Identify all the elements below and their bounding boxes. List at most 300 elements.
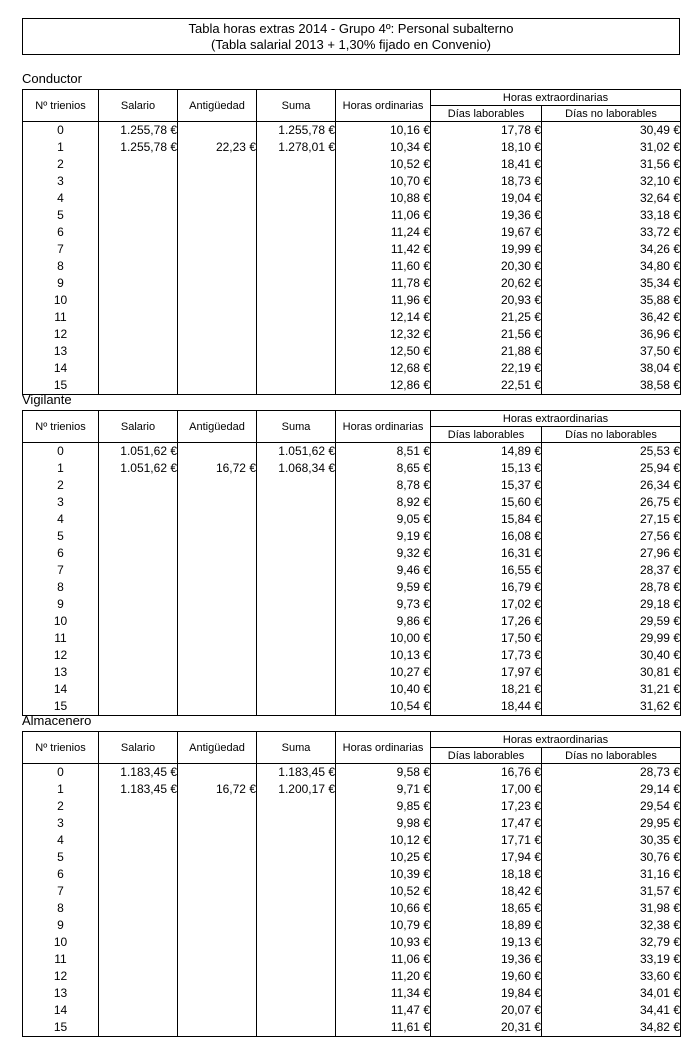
trienios-cell: 14	[23, 1002, 99, 1019]
suma-cell	[257, 883, 336, 900]
no-laborables-cell: 28,37 €	[542, 562, 681, 579]
suma-cell	[257, 156, 336, 173]
antiguedad-cell	[178, 224, 257, 241]
header-antiguedad: Antigüedad	[178, 732, 257, 764]
laborables-cell: 18,21 €	[431, 681, 542, 698]
antiguedad-cell	[178, 934, 257, 951]
laborables-cell: 19,99 €	[431, 241, 542, 258]
antiguedad-cell	[178, 292, 257, 309]
antiguedad-cell	[178, 156, 257, 173]
trienios-cell: 0	[23, 764, 99, 782]
suma-cell: 1.068,34 €	[257, 460, 336, 477]
trienios-cell: 2	[23, 156, 99, 173]
no-laborables-cell: 33,19 €	[542, 951, 681, 968]
laborables-cell: 17,71 €	[431, 832, 542, 849]
salario-cell	[99, 511, 178, 528]
salario-cell: 1.051,62 €	[99, 443, 178, 461]
ordinarias-cell: 10,54 €	[336, 698, 431, 716]
no-laborables-cell: 30,35 €	[542, 832, 681, 849]
salario-cell	[99, 258, 178, 275]
salario-cell	[99, 985, 178, 1002]
ordinarias-cell: 11,42 €	[336, 241, 431, 258]
laborables-cell: 17,02 €	[431, 596, 542, 613]
ordinarias-cell: 12,68 €	[336, 360, 431, 377]
table-row	[23, 917, 681, 934]
salario-cell	[99, 664, 178, 681]
laborables-cell: 18,65 €	[431, 900, 542, 917]
section-label: Vigilante	[22, 392, 72, 407]
laborables-cell: 15,13 €	[431, 460, 542, 477]
trienios-cell: 11	[23, 630, 99, 647]
salary-table	[22, 731, 681, 1037]
table-row	[23, 968, 681, 985]
table-row	[23, 579, 681, 596]
no-laborables-cell: 32,79 €	[542, 934, 681, 951]
no-laborables-cell: 26,75 €	[542, 494, 681, 511]
ordinarias-cell: 11,34 €	[336, 985, 431, 1002]
laborables-cell: 18,44 €	[431, 698, 542, 716]
trienios-cell: 8	[23, 258, 99, 275]
trienios-cell: 8	[23, 900, 99, 917]
laborables-cell: 21,25 €	[431, 309, 542, 326]
antiguedad-cell	[178, 443, 257, 461]
antiguedad-cell	[178, 832, 257, 849]
trienios-cell: 8	[23, 579, 99, 596]
no-laborables-cell: 32,38 €	[542, 917, 681, 934]
salario-cell	[99, 579, 178, 596]
no-laborables-cell: 29,95 €	[542, 815, 681, 832]
suma-cell	[257, 934, 336, 951]
trienios-cell: 10	[23, 934, 99, 951]
salario-cell	[99, 224, 178, 241]
no-laborables-cell: 35,88 €	[542, 292, 681, 309]
salary-table	[22, 89, 681, 395]
no-laborables-cell: 25,53 €	[542, 443, 681, 461]
table-row	[23, 951, 681, 968]
no-laborables-cell: 31,21 €	[542, 681, 681, 698]
document-title-line2: (Tabla salarial 2013 + 1,30% fijado en Convenio)	[210, 37, 492, 52]
antiguedad-cell	[178, 596, 257, 613]
salario-cell	[99, 309, 178, 326]
header-salario: Salario	[99, 732, 178, 764]
table-row	[23, 511, 681, 528]
suma-cell	[257, 241, 336, 258]
no-laborables-cell: 38,04 €	[542, 360, 681, 377]
salario-cell	[99, 292, 178, 309]
ordinarias-cell: 10,00 €	[336, 630, 431, 647]
no-laborables-cell: 29,14 €	[542, 781, 681, 798]
table-row	[23, 377, 681, 395]
suma-cell	[257, 309, 336, 326]
salario-cell	[99, 326, 178, 343]
antiguedad-cell	[178, 1019, 257, 1037]
salario-cell	[99, 900, 178, 917]
table-row	[23, 241, 681, 258]
no-laborables-cell: 31,98 €	[542, 900, 681, 917]
suma-cell	[257, 545, 336, 562]
suma-cell	[257, 900, 336, 917]
table-row	[23, 207, 681, 224]
no-laborables-cell: 36,42 €	[542, 309, 681, 326]
laborables-cell: 22,19 €	[431, 360, 542, 377]
ordinarias-cell: 10,25 €	[336, 849, 431, 866]
no-laborables-cell: 38,58 €	[542, 377, 681, 395]
trienios-cell: 3	[23, 815, 99, 832]
table-row	[23, 494, 681, 511]
table-row	[23, 343, 681, 360]
trienios-cell: 5	[23, 849, 99, 866]
laborables-cell: 17,00 €	[431, 781, 542, 798]
antiguedad-cell	[178, 494, 257, 511]
antiguedad-cell	[178, 866, 257, 883]
suma-cell	[257, 562, 336, 579]
antiguedad-cell	[178, 764, 257, 782]
suma-cell: 1.183,45 €	[257, 764, 336, 782]
salario-cell	[99, 477, 178, 494]
suma-cell	[257, 190, 336, 207]
suma-cell	[257, 647, 336, 664]
table-row	[23, 832, 681, 849]
table-row	[23, 1002, 681, 1019]
no-laborables-cell: 34,41 €	[542, 1002, 681, 1019]
ordinarias-cell: 12,32 €	[336, 326, 431, 343]
no-laborables-cell: 36,96 €	[542, 326, 681, 343]
laborables-cell: 16,55 €	[431, 562, 542, 579]
trienios-cell: 11	[23, 309, 99, 326]
trienios-cell: 13	[23, 985, 99, 1002]
no-laborables-cell: 27,15 €	[542, 511, 681, 528]
suma-cell	[257, 360, 336, 377]
ordinarias-cell: 10,40 €	[336, 681, 431, 698]
trienios-cell: 4	[23, 190, 99, 207]
suma-cell	[257, 866, 336, 883]
no-laborables-cell: 34,26 €	[542, 241, 681, 258]
laborables-cell: 19,60 €	[431, 968, 542, 985]
header-suma: Suma	[257, 732, 336, 764]
no-laborables-cell: 30,76 €	[542, 849, 681, 866]
table-row	[23, 309, 681, 326]
ordinarias-cell: 10,34 €	[336, 139, 431, 156]
table-row	[23, 630, 681, 647]
laborables-cell: 15,37 €	[431, 477, 542, 494]
laborables-cell: 22,51 €	[431, 377, 542, 395]
no-laborables-cell: 29,54 €	[542, 798, 681, 815]
table-row	[23, 545, 681, 562]
laborables-cell: 18,41 €	[431, 156, 542, 173]
suma-cell: 1.200,17 €	[257, 781, 336, 798]
ordinarias-cell: 8,78 €	[336, 477, 431, 494]
trienios-cell: 9	[23, 917, 99, 934]
salario-cell	[99, 494, 178, 511]
no-laborables-cell: 31,02 €	[542, 139, 681, 156]
trienios-cell: 14	[23, 681, 99, 698]
no-laborables-cell: 31,16 €	[542, 866, 681, 883]
ordinarias-cell: 12,50 €	[336, 343, 431, 360]
antiguedad-cell	[178, 849, 257, 866]
antiguedad-cell	[178, 798, 257, 815]
table-row	[23, 443, 681, 461]
suma-cell	[257, 798, 336, 815]
laborables-cell: 16,31 €	[431, 545, 542, 562]
laborables-cell: 17,26 €	[431, 613, 542, 630]
antiguedad-cell	[178, 511, 257, 528]
trienios-cell: 3	[23, 173, 99, 190]
table-row	[23, 596, 681, 613]
suma-cell	[257, 258, 336, 275]
salario-cell	[99, 528, 178, 545]
laborables-cell: 21,56 €	[431, 326, 542, 343]
trienios-cell: 4	[23, 511, 99, 528]
antiguedad-cell	[178, 241, 257, 258]
ordinarias-cell: 11,06 €	[336, 207, 431, 224]
trienios-cell: 12	[23, 647, 99, 664]
laborables-cell: 17,78 €	[431, 122, 542, 140]
no-laborables-cell: 29,18 €	[542, 596, 681, 613]
section-label: Conductor	[22, 71, 82, 86]
ordinarias-cell: 9,86 €	[336, 613, 431, 630]
trienios-cell: 5	[23, 528, 99, 545]
table-row	[23, 292, 681, 309]
ordinarias-cell: 10,27 €	[336, 664, 431, 681]
no-laborables-cell: 31,57 €	[542, 883, 681, 900]
salario-cell	[99, 190, 178, 207]
trienios-cell: 4	[23, 832, 99, 849]
ordinarias-cell: 12,86 €	[336, 377, 431, 395]
ordinarias-cell: 8,92 €	[336, 494, 431, 511]
trienios-cell: 0	[23, 122, 99, 140]
antiguedad-cell	[178, 815, 257, 832]
table-row	[23, 1019, 681, 1037]
header-horas-ordinarias: Horas ordinarias	[336, 732, 431, 764]
ordinarias-cell: 10,52 €	[336, 156, 431, 173]
table-row	[23, 326, 681, 343]
antiguedad-cell	[178, 309, 257, 326]
antiguedad-cell	[178, 258, 257, 275]
table-row	[23, 647, 681, 664]
no-laborables-cell: 29,59 €	[542, 613, 681, 630]
trienios-cell: 9	[23, 596, 99, 613]
laborables-cell: 18,18 €	[431, 866, 542, 883]
ordinarias-cell: 10,70 €	[336, 173, 431, 190]
no-laborables-cell: 31,62 €	[542, 698, 681, 716]
suma-cell	[257, 528, 336, 545]
no-laborables-cell: 29,99 €	[542, 630, 681, 647]
antiguedad-cell	[178, 917, 257, 934]
ordinarias-cell: 9,05 €	[336, 511, 431, 528]
no-laborables-cell: 25,94 €	[542, 460, 681, 477]
trienios-cell: 15	[23, 1019, 99, 1037]
laborables-cell: 16,08 €	[431, 528, 542, 545]
laborables-cell: 20,93 €	[431, 292, 542, 309]
laborables-cell: 15,84 €	[431, 511, 542, 528]
trienios-cell: 0	[23, 443, 99, 461]
suma-cell	[257, 968, 336, 985]
suma-cell	[257, 494, 336, 511]
antiguedad-cell	[178, 883, 257, 900]
salario-cell	[99, 630, 178, 647]
header-dias-laborables: Días laborables	[431, 748, 542, 764]
suma-cell	[257, 326, 336, 343]
laborables-cell: 18,10 €	[431, 139, 542, 156]
table-row	[23, 985, 681, 1002]
header-horas-extraordinarias: Horas extraordinarias	[431, 411, 681, 427]
trienios-cell: 1	[23, 139, 99, 156]
no-laborables-cell: 30,49 €	[542, 122, 681, 140]
trienios-cell: 15	[23, 698, 99, 716]
laborables-cell: 19,36 €	[431, 207, 542, 224]
trienios-cell: 6	[23, 224, 99, 241]
ordinarias-cell: 10,88 €	[336, 190, 431, 207]
ordinarias-cell: 9,58 €	[336, 764, 431, 782]
no-laborables-cell: 33,18 €	[542, 207, 681, 224]
no-laborables-cell: 32,64 €	[542, 190, 681, 207]
salario-cell: 1.183,45 €	[99, 781, 178, 798]
antiguedad-cell	[178, 579, 257, 596]
laborables-cell: 15,60 €	[431, 494, 542, 511]
antiguedad-cell	[178, 173, 257, 190]
laborables-cell: 19,84 €	[431, 985, 542, 1002]
trienios-cell: 3	[23, 494, 99, 511]
antiguedad-cell: 22,23 €	[178, 139, 257, 156]
no-laborables-cell: 32,10 €	[542, 173, 681, 190]
salario-cell	[99, 849, 178, 866]
salario-cell	[99, 596, 178, 613]
laborables-cell: 14,89 €	[431, 443, 542, 461]
antiguedad-cell	[178, 545, 257, 562]
table-row	[23, 477, 681, 494]
ordinarias-cell: 9,32 €	[336, 545, 431, 562]
table-row	[23, 664, 681, 681]
salary-table	[22, 410, 681, 716]
salario-cell	[99, 545, 178, 562]
antiguedad-cell	[178, 1002, 257, 1019]
trienios-cell: 15	[23, 377, 99, 395]
no-laborables-cell: 34,80 €	[542, 258, 681, 275]
ordinarias-cell: 9,71 €	[336, 781, 431, 798]
antiguedad-cell	[178, 698, 257, 716]
salario-cell	[99, 681, 178, 698]
table-row	[23, 798, 681, 815]
suma-cell	[257, 1019, 336, 1037]
salario-cell: 1.051,62 €	[99, 460, 178, 477]
salario-cell	[99, 343, 178, 360]
trienios-cell: 12	[23, 326, 99, 343]
laborables-cell: 17,50 €	[431, 630, 542, 647]
no-laborables-cell: 28,78 €	[542, 579, 681, 596]
ordinarias-cell: 11,60 €	[336, 258, 431, 275]
header-dias-no-laborables: Días no laborables	[542, 748, 681, 764]
table-row	[23, 900, 681, 917]
ordinarias-cell: 9,98 €	[336, 815, 431, 832]
salario-cell	[99, 173, 178, 190]
table-row	[23, 866, 681, 883]
ordinarias-cell: 11,61 €	[336, 1019, 431, 1037]
header-horas-extraordinarias: Horas extraordinarias	[431, 90, 681, 106]
antiguedad-cell	[178, 343, 257, 360]
ordinarias-cell: 11,20 €	[336, 968, 431, 985]
ordinarias-cell: 10,93 €	[336, 934, 431, 951]
table-row	[23, 613, 681, 630]
laborables-cell: 20,62 €	[431, 275, 542, 292]
antiguedad-cell: 16,72 €	[178, 460, 257, 477]
header-antiguedad: Antigüedad	[178, 90, 257, 122]
table-row	[23, 815, 681, 832]
laborables-cell: 17,97 €	[431, 664, 542, 681]
laborables-cell: 20,07 €	[431, 1002, 542, 1019]
laborables-cell: 19,67 €	[431, 224, 542, 241]
table-row	[23, 122, 681, 140]
no-laborables-cell: 31,56 €	[542, 156, 681, 173]
no-laborables-cell: 28,73 €	[542, 764, 681, 782]
no-laborables-cell: 35,34 €	[542, 275, 681, 292]
header-salario: Salario	[99, 90, 178, 122]
ordinarias-cell: 10,16 €	[336, 122, 431, 140]
laborables-cell: 17,47 €	[431, 815, 542, 832]
laborables-cell: 20,31 €	[431, 1019, 542, 1037]
antiguedad-cell	[178, 190, 257, 207]
antiguedad-cell	[178, 613, 257, 630]
ordinarias-cell: 9,46 €	[336, 562, 431, 579]
suma-cell	[257, 613, 336, 630]
antiguedad-cell	[178, 326, 257, 343]
salario-cell	[99, 698, 178, 716]
trienios-cell: 10	[23, 613, 99, 630]
trienios-cell: 1	[23, 781, 99, 798]
suma-cell	[257, 377, 336, 395]
trienios-cell: 2	[23, 798, 99, 815]
salario-cell	[99, 360, 178, 377]
ordinarias-cell: 8,65 €	[336, 460, 431, 477]
no-laborables-cell: 33,60 €	[542, 968, 681, 985]
suma-cell	[257, 343, 336, 360]
trienios-cell: 6	[23, 866, 99, 883]
ordinarias-cell: 9,19 €	[336, 528, 431, 545]
ordinarias-cell: 11,06 €	[336, 951, 431, 968]
suma-cell	[257, 664, 336, 681]
suma-cell	[257, 630, 336, 647]
salario-cell	[99, 883, 178, 900]
trienios-cell: 1	[23, 460, 99, 477]
salario-cell	[99, 1019, 178, 1037]
trienios-cell: 9	[23, 275, 99, 292]
salario-cell	[99, 241, 178, 258]
no-laborables-cell: 30,40 €	[542, 647, 681, 664]
salario-cell	[99, 207, 178, 224]
header-dias-laborables: Días laborables	[431, 106, 542, 122]
table-row	[23, 190, 681, 207]
trienios-cell: 5	[23, 207, 99, 224]
antiguedad-cell	[178, 968, 257, 985]
header-salario: Salario	[99, 411, 178, 443]
antiguedad-cell	[178, 360, 257, 377]
salario-cell	[99, 613, 178, 630]
ordinarias-cell: 11,47 €	[336, 1002, 431, 1019]
ordinarias-cell: 11,24 €	[336, 224, 431, 241]
salario-cell	[99, 934, 178, 951]
salario-cell	[99, 917, 178, 934]
table-row	[23, 139, 681, 156]
laborables-cell: 17,23 €	[431, 798, 542, 815]
document-title-box	[22, 18, 680, 55]
ordinarias-cell: 12,14 €	[336, 309, 431, 326]
table-row	[23, 562, 681, 579]
table-row	[23, 849, 681, 866]
trienios-cell: 11	[23, 951, 99, 968]
salario-cell	[99, 832, 178, 849]
suma-cell	[257, 815, 336, 832]
suma-cell	[257, 951, 336, 968]
table-row	[23, 460, 681, 477]
